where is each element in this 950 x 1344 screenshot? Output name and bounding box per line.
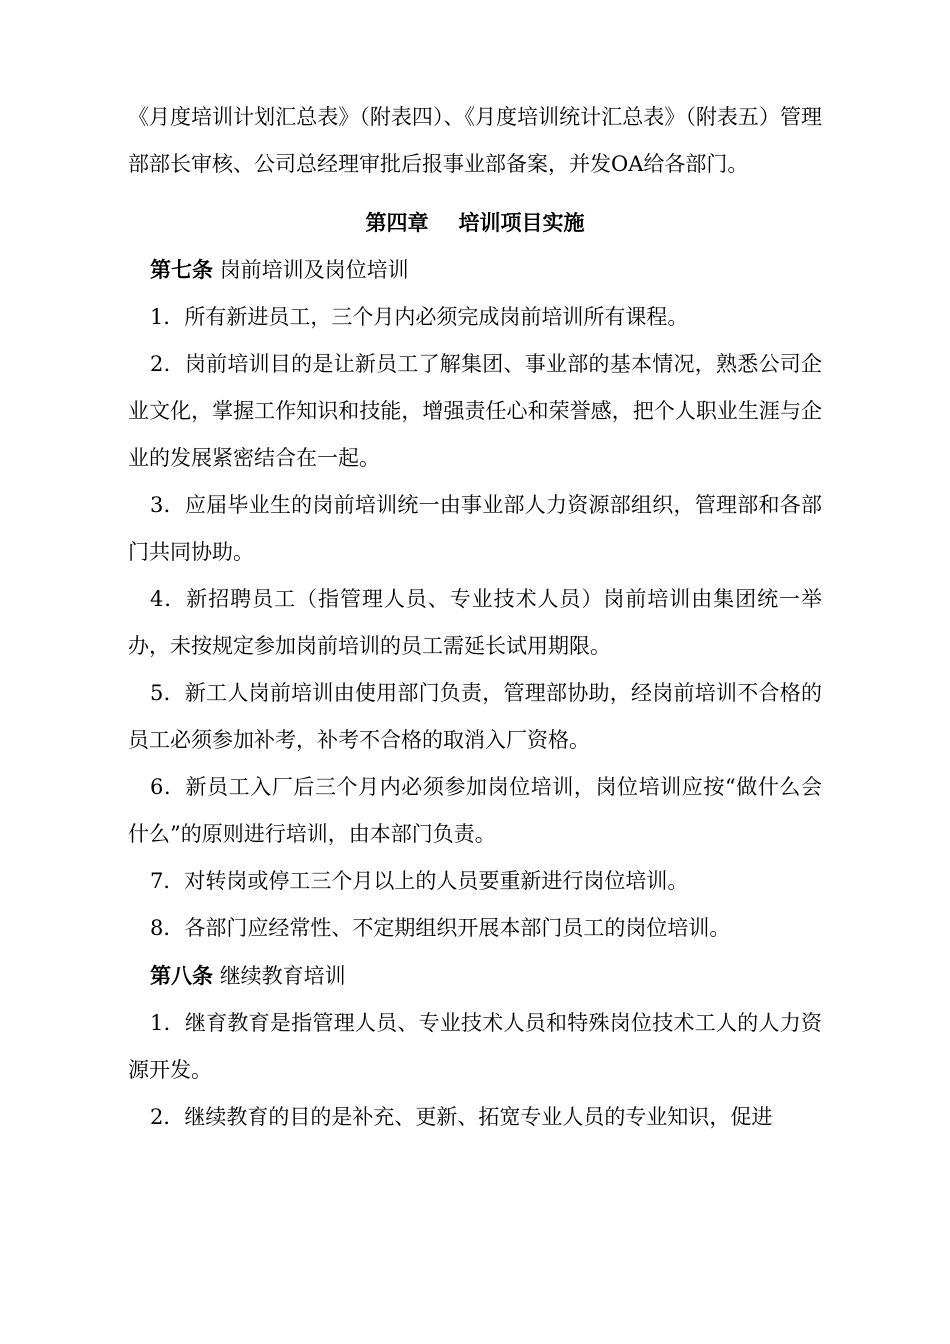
- article-8-heading: [128, 952, 822, 1000]
- article-7-item-7: 7．对转岗或停工三个月以上的人员要重新进行岗位培训。: [150, 869, 689, 893]
- article-7-item-5: 5．新工人岗前培训由使用部门负责，管理部协助，经岗前培训不合格的员工必须参加补考，补考不合格的取消入厂资格。: [128, 681, 822, 752]
- article-8-item-1: 1．继育教育是指管理人员、专业技术人员和特殊岗位技术工人的人力资源开发。: [128, 1011, 822, 1082]
- document-body: [128, 94, 822, 1141]
- article-7-item-2: 2．岗前培训目的是让新员工了解集团、事业部的基本情况，熟悉公司企业文化，掌握工作知识和技能，增强责任心和荣誉感，把个人职业生涯与企业的发展紧密结合在一起。: [128, 352, 822, 470]
- article-7-item-3: 3．应届毕业生的岗前培训统一由事业部人力资源部组织，管理部和各部门共同协助。: [128, 493, 822, 564]
- article-8-item-2: 2．继续教育的目的是补充、更新、拓宽专业人员的专业知识，促进: [150, 1105, 773, 1129]
- intro-paragraph: 《月度培训计划汇总表》（附表四）、《月度培训统计汇总表》（附表五）管理部部长审核、公司总经理审批后报事业部备案，并发OA给各部门。: [128, 105, 822, 176]
- article-7-item-6: 6．新员工入厂后三个月内必须参加岗位培训，岗位培训应按“做什么会什么”的原则进行培训，由本部门负责。: [128, 775, 822, 846]
- article-8-number: 第八条: [150, 963, 213, 988]
- chapter-number: 第四章: [365, 210, 429, 235]
- article-7-title: 岗前培训及岗位培训: [219, 258, 409, 282]
- article-7-number: 第七条: [150, 257, 213, 282]
- article-7-item-8: 8．各部门应经常性、不定期组织开展本部门员工的岗位培训。: [150, 916, 731, 940]
- article-8-title: 继续教育培训: [219, 964, 346, 988]
- article-7-heading: [128, 246, 822, 294]
- chapter-title: 培训项目实施: [458, 210, 585, 235]
- article-7-item-4: 4．新招聘员工（指管理人员、专业技术人员）岗前培训由集团统一举办，未按规定参加岗前培训的员工需延长试用期限。: [128, 587, 822, 658]
- article-7-item-1: 1．所有新进员工，三个月内必须完成岗前培训所有课程。: [150, 305, 689, 329]
- chapter-heading: [128, 199, 822, 246]
